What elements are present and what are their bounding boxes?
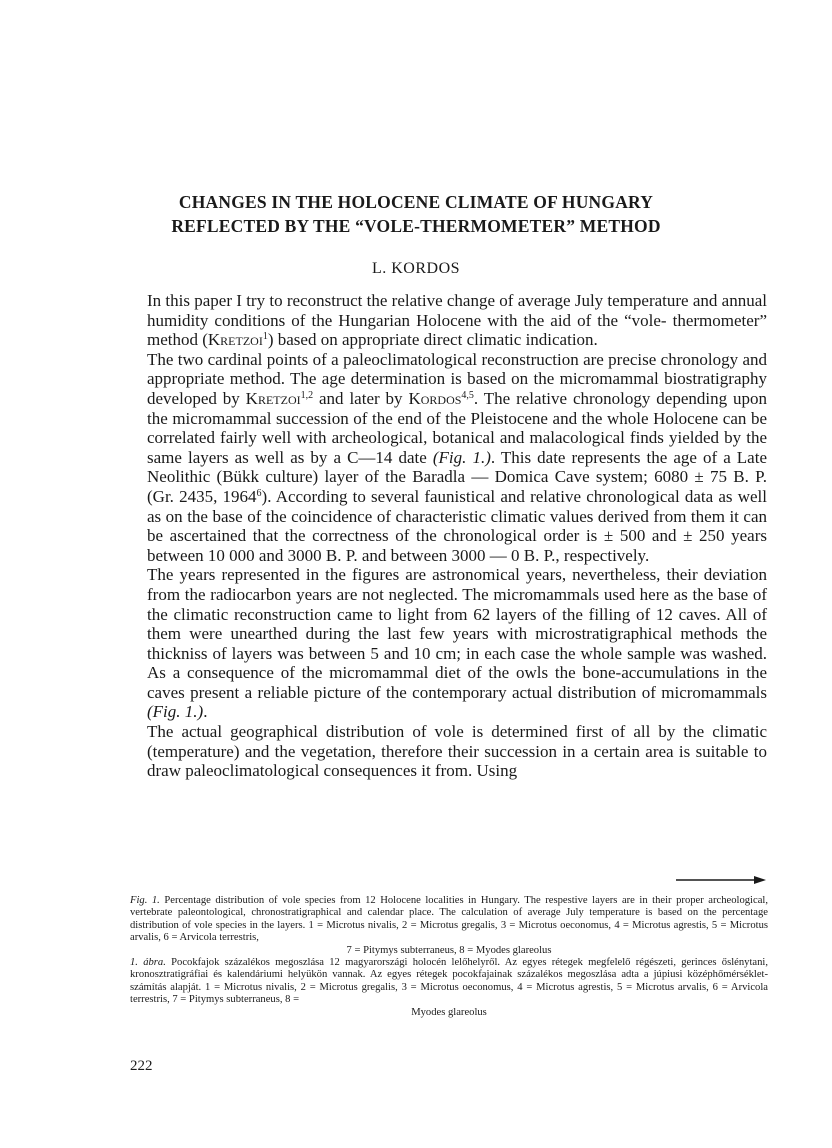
right-arrow-icon: [676, 874, 766, 886]
title-line-2: REFLECTED BY THE “VOLE-THERMOMETER” METHOD: [171, 216, 661, 236]
caption-text: Percentage distribution of vole species from 12 Holocene localities in Hungary. The respestive layers are in their proper archeological, vertebrate paleontological, chronostratigraphical and calendar place. The calculation of average July temperature is based on the percentage distribution of vole species in the layers. 1 = Microtus nivalis, 2 = Microtus gregalis, 3 = Microtus oeconomus, 4 = Microtus agrestis, 5 = Microtus arvalis, 6 = Arvicola terrestris,: [130, 895, 768, 944]
figure-caption-english: [130, 895, 768, 957]
citation-superscript: 1,2: [300, 389, 314, 401]
text-run: ) based on appropriate direct climatic indication.: [267, 330, 598, 350]
paragraph-2: [147, 350, 767, 566]
title-line-1: CHANGES IN THE HOLOCENE CLIMATE OF HUNGARY: [178, 192, 654, 212]
caption-text: Pocokfajok százalékos megoszlása 12 magyarországi holocén lelőhelyről. Az egyes rétegek megfelelő régészeti, gerinces őslénytani, kronosztratigráfiai és kalendáriumi helyükön vannak. Az egyes rétegek pocokfajainak százalékos megoszlása adta a júpiusi középhőmérséklet-számítás alapját. 1 = Microtus nivalis, 2 = Microtus gregalis, 3 = Microtus oeconomus, 4 = Microtus agrestis, 5 = Microtus arvalis, 6 = Arvicola terrestris, 7 = Pitymys subterraneus, 8 =: [130, 957, 769, 1006]
figure-reference: (Fig. 1.): [147, 702, 204, 722]
figure-reference: (Fig. 1.): [432, 447, 491, 467]
paragraph-1: [147, 291, 767, 350]
author-reference: Kretzoi: [245, 388, 301, 408]
author-name: L. KORDOS: [371, 260, 461, 277]
author-reference: Kordos: [408, 388, 462, 408]
caption-label: Fig. 1.: [130, 895, 160, 906]
caption-label: 1. ábra.: [130, 957, 166, 968]
text-run: . The relative chronology depending upon the micromammal succession of the end of the Pleistocene and the whole Holocene can be correlated fairly well with archeological, botanical and malacological finds yielded by the same layers as well as by a C—14 date: [147, 388, 768, 467]
paper-title: [130, 190, 702, 238]
citation-superscript: 1: [262, 331, 268, 343]
text-run: .: [203, 702, 208, 722]
page-number: 222: [130, 1058, 153, 1074]
text-run: The two cardinal points of a paleoclimatological reconstruction are precise chronology and appropriate method. The age determination is based on the micromammal biostratigraphy developed by: [147, 349, 767, 408]
citation-superscript: 6: [256, 487, 262, 499]
text-run: The years represented in the figures are astronomical years, nevertheless, their deviation from the radiocarbon years are not neglected. The micromammals used here as the base of the climatic reconstruction came to light from 62 layers of the filling of 12 caves. All of them were unearthed during the last few years with microstratigraphical methods the thickniss of layers was between 5 and 10 cm; in each case the whole sample was washed. As a consequence of the micromammal diet of the owls the bone-accumulations in the caves present a reliable picture of the contemporary actual distribution of micromammals: [147, 565, 767, 702]
text-run: and later by: [313, 388, 409, 408]
text-run: ). According to several faunistical and relative chronological data as well as on the base of the coincidence of characteristic climatic values derived from them it can be ascertained that the correctness of the chronological order is ± 500 and ± 250 years between 10 000 and 3000 B. P. and between 3000 — 0 B. P., respectively.: [147, 486, 767, 565]
caption-last-line: Myodes glareolus: [411, 1006, 487, 1018]
caption-last-line: 7 = Pitymys subterraneus, 8 = Myodes glareolus: [346, 944, 552, 956]
author-reference: Kretzoi: [207, 330, 263, 350]
text-run: . This date represents the age of a Late Neolithic (Bükk culture) layer of the Baradla — Domica Cave system; 6080 ± 75 B. P. (Gr. 2435, 1964: [147, 447, 767, 506]
figure-caption-hungarian: [130, 957, 768, 1019]
text-run: In this paper I try to reconstruct the relative change of average July temperature and annual humidity conditions of the Hungarian Holocene with the aid of the “vole- thermometer” method (: [147, 291, 767, 350]
paragraph-4: The actual geographical distribution of vole is determined first of all by the climatic (temperature) and the vegetation, therefore their succession in a certain area is suitable to draw paleoclimatological consequences it from. Using: [147, 722, 767, 781]
paragraph-3: [147, 565, 767, 722]
body-text: [147, 291, 767, 781]
citation-superscript: 4,5: [461, 389, 474, 401]
